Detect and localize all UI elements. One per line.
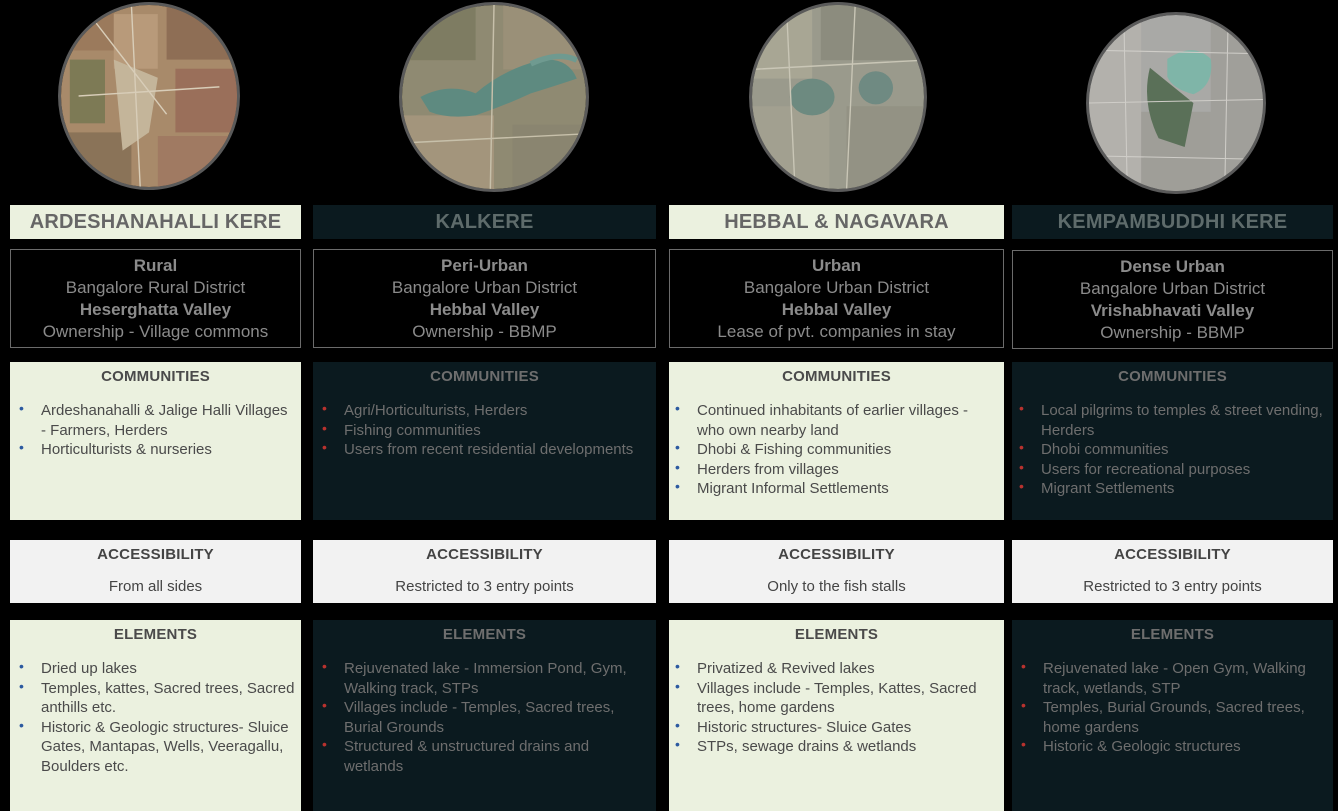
accessibility-panel	[313, 540, 656, 603]
list-item: • Villages include - Temples, Kattes, Sacred trees, home gardens	[675, 677, 977, 716]
column-ardeshanahalli	[10, 0, 301, 811]
district: Bangalore Urban District	[1079, 279, 1266, 298]
elements-heading: ELEMENTS	[442, 626, 527, 643]
list-item: • Dried up lakes	[19, 658, 137, 677]
list-item: • Horticulturists & nurseries	[19, 439, 212, 458]
accessibility-heading: ACCESSIBILITY	[426, 546, 543, 563]
elements-panel	[313, 620, 656, 811]
elements-list	[319, 659, 650, 776]
communities-heading: COMMUNITIES	[101, 368, 210, 385]
bullet-icon: •	[1021, 658, 1026, 674]
accessibility-value: From all sides	[108, 578, 203, 595]
list-item: • Migrant Informal Settlements	[675, 478, 889, 497]
bullet-icon: •	[19, 400, 24, 416]
list-item: • Continued inhabitants of earlier villages - who own nearby land	[675, 400, 968, 439]
accessibility-panel	[1012, 540, 1333, 603]
valley: Hebbal Valley	[429, 300, 540, 319]
list-item: • Fishing communities	[322, 419, 481, 439]
zone-type: Peri-Urban	[441, 256, 528, 275]
satellite-image-ardeshanahalli	[58, 2, 240, 190]
bullet-icon: •	[675, 439, 680, 455]
list-item: • Users for recreational purposes	[1019, 458, 1251, 478]
district: Bangalore Urban District	[743, 278, 930, 297]
elements-list	[16, 659, 295, 776]
communities-list	[16, 401, 295, 460]
zone-type: Urban	[811, 256, 862, 275]
communities-heading: COMMUNITIES	[782, 368, 891, 385]
bullet-icon: •	[1019, 478, 1024, 494]
bullet-icon: •	[322, 419, 327, 436]
list-item: • Temples, Burial Grounds, Sacred trees, home gardens	[1021, 697, 1305, 736]
communities-heading: COMMUNITIES	[1118, 368, 1227, 385]
list-item: • Herders from villages	[675, 458, 839, 478]
list-item: • Dhobi & Fishing communities	[675, 439, 892, 458]
list-item: • Temples, kattes, Sacred trees, Sacred anthills etc.	[19, 677, 295, 716]
elements-heading: ELEMENTS	[1130, 626, 1215, 643]
bullet-icon: •	[675, 400, 680, 416]
accessibility-heading: ACCESSIBILITY	[778, 546, 895, 563]
valley: Vrishabhavati Valley	[1090, 301, 1255, 320]
bullet-icon: •	[19, 716, 24, 733]
zone-type: Rural	[133, 256, 178, 275]
elements-heading: ELEMENTS	[113, 626, 198, 643]
list-item: • Historic structures- Sluice Gates	[675, 716, 912, 736]
communities-panel	[669, 362, 1004, 520]
bullet-icon: •	[322, 658, 327, 674]
zone-type: Dense Urban	[1120, 257, 1225, 276]
lake-title: KEMPAMBUDDHI KERE	[1012, 205, 1333, 239]
lake-info	[669, 249, 1004, 348]
elements-list	[1018, 659, 1327, 757]
bullet-icon: •	[19, 439, 24, 455]
communities-panel	[313, 362, 656, 520]
bullet-icon: •	[1021, 736, 1026, 752]
bullet-icon: •	[675, 736, 680, 752]
bullet-icon: •	[1021, 697, 1026, 713]
list-item: • Historic & Geologic structures	[1021, 736, 1241, 755]
bullet-icon: •	[1019, 400, 1024, 416]
bullet-icon: •	[322, 400, 327, 416]
communities-heading: COMMUNITIES	[430, 368, 539, 385]
bullet-icon: •	[675, 658, 680, 674]
accessibility-panel	[669, 540, 1004, 603]
lake-title: HEBBAL & NAGAVARA	[669, 205, 1004, 239]
list-item: • Users from recent residential developments	[322, 439, 634, 458]
communities-list	[1018, 401, 1327, 499]
bullet-icon: •	[675, 458, 680, 475]
lake-info	[313, 249, 656, 348]
communities-list	[675, 401, 998, 499]
satellite-image-hebbal	[749, 2, 927, 192]
bullet-icon: •	[1019, 439, 1024, 455]
communities-panel	[10, 362, 301, 520]
ownership: Ownership - Village commons	[42, 322, 269, 341]
column-kalkere	[313, 0, 656, 811]
list-item: • Historic & Geologic structures- Sluice Gates, Mantapas, Wells, Veeragallu, Boulders etc.	[19, 716, 289, 775]
satellite-image-kalkere	[399, 2, 589, 192]
elements-panel	[10, 620, 301, 811]
ownership: Lease of pvt. companies in stay	[717, 322, 956, 341]
valley: Hebbal Valley	[781, 300, 892, 319]
list-item: • Migrant Settlements	[1019, 478, 1175, 497]
bullet-icon: •	[322, 697, 327, 713]
bullet-icon: •	[322, 736, 327, 752]
accessibility-heading: ACCESSIBILITY	[1114, 546, 1231, 563]
lake-info	[10, 249, 301, 348]
bullet-icon: •	[19, 677, 24, 694]
list-item: • Local pilgrims to temples & street vending, Herders	[1019, 400, 1323, 439]
accessibility-value: Restricted to 3 entry points	[395, 578, 574, 595]
communities-panel	[1012, 362, 1333, 520]
accessibility-panel	[10, 540, 301, 603]
lake-title: ARDESHANAHALLI KERE	[10, 205, 301, 239]
lake-info	[1012, 250, 1333, 349]
valley: Heserghatta Valley	[79, 300, 232, 319]
elements-list	[675, 659, 998, 757]
list-item: • Agri/Horticulturists, Herders	[322, 400, 528, 419]
list-item: • Privatized & Revived lakes	[675, 658, 875, 677]
district: Bangalore Rural District	[65, 278, 246, 297]
district: Bangalore Urban District	[391, 278, 578, 297]
ownership: Ownership - BBMP	[412, 322, 557, 341]
accessibility-value: Restricted to 3 entry points	[1083, 578, 1262, 595]
communities-list	[319, 401, 650, 460]
bullet-icon: •	[675, 677, 680, 694]
column-kempambuddhi	[1012, 0, 1333, 811]
lake-title: KALKERE	[313, 205, 656, 239]
list-item: • Villages include - Temples, Sacred trees, Burial Grounds	[322, 697, 615, 736]
list-item: • STPs, sewage drains & wetlands	[675, 736, 917, 755]
bullet-icon: •	[675, 478, 680, 494]
bullet-icon: •	[1019, 458, 1024, 475]
ownership: Ownership - BBMP	[1100, 323, 1245, 342]
list-item: • Rejuvenated lake - Immersion Pond, Gym, Walking track, STPs	[322, 658, 627, 697]
elements-panel	[669, 620, 1004, 811]
accessibility-value: Only to the fish stalls	[767, 578, 906, 595]
bullet-icon: •	[19, 658, 24, 674]
elements-panel	[1012, 620, 1333, 811]
bullet-icon: •	[322, 439, 327, 455]
elements-heading: ELEMENTS	[794, 626, 879, 643]
satellite-image-kempambuddhi	[1086, 12, 1266, 194]
column-hebbal-nagavara	[669, 0, 1004, 811]
accessibility-heading: ACCESSIBILITY	[97, 546, 214, 563]
list-item: • Rejuvenated lake - Open Gym, Walking track, wetlands, STP	[1021, 658, 1306, 697]
list-item: • Ardeshanahalli & Jalige Halli Villages - Farmers, Herders	[19, 400, 288, 439]
list-item: • Structured & unstructured drains and wetlands	[322, 736, 590, 775]
list-item: • Dhobi communities	[1019, 439, 1169, 458]
bullet-icon: •	[675, 716, 680, 733]
